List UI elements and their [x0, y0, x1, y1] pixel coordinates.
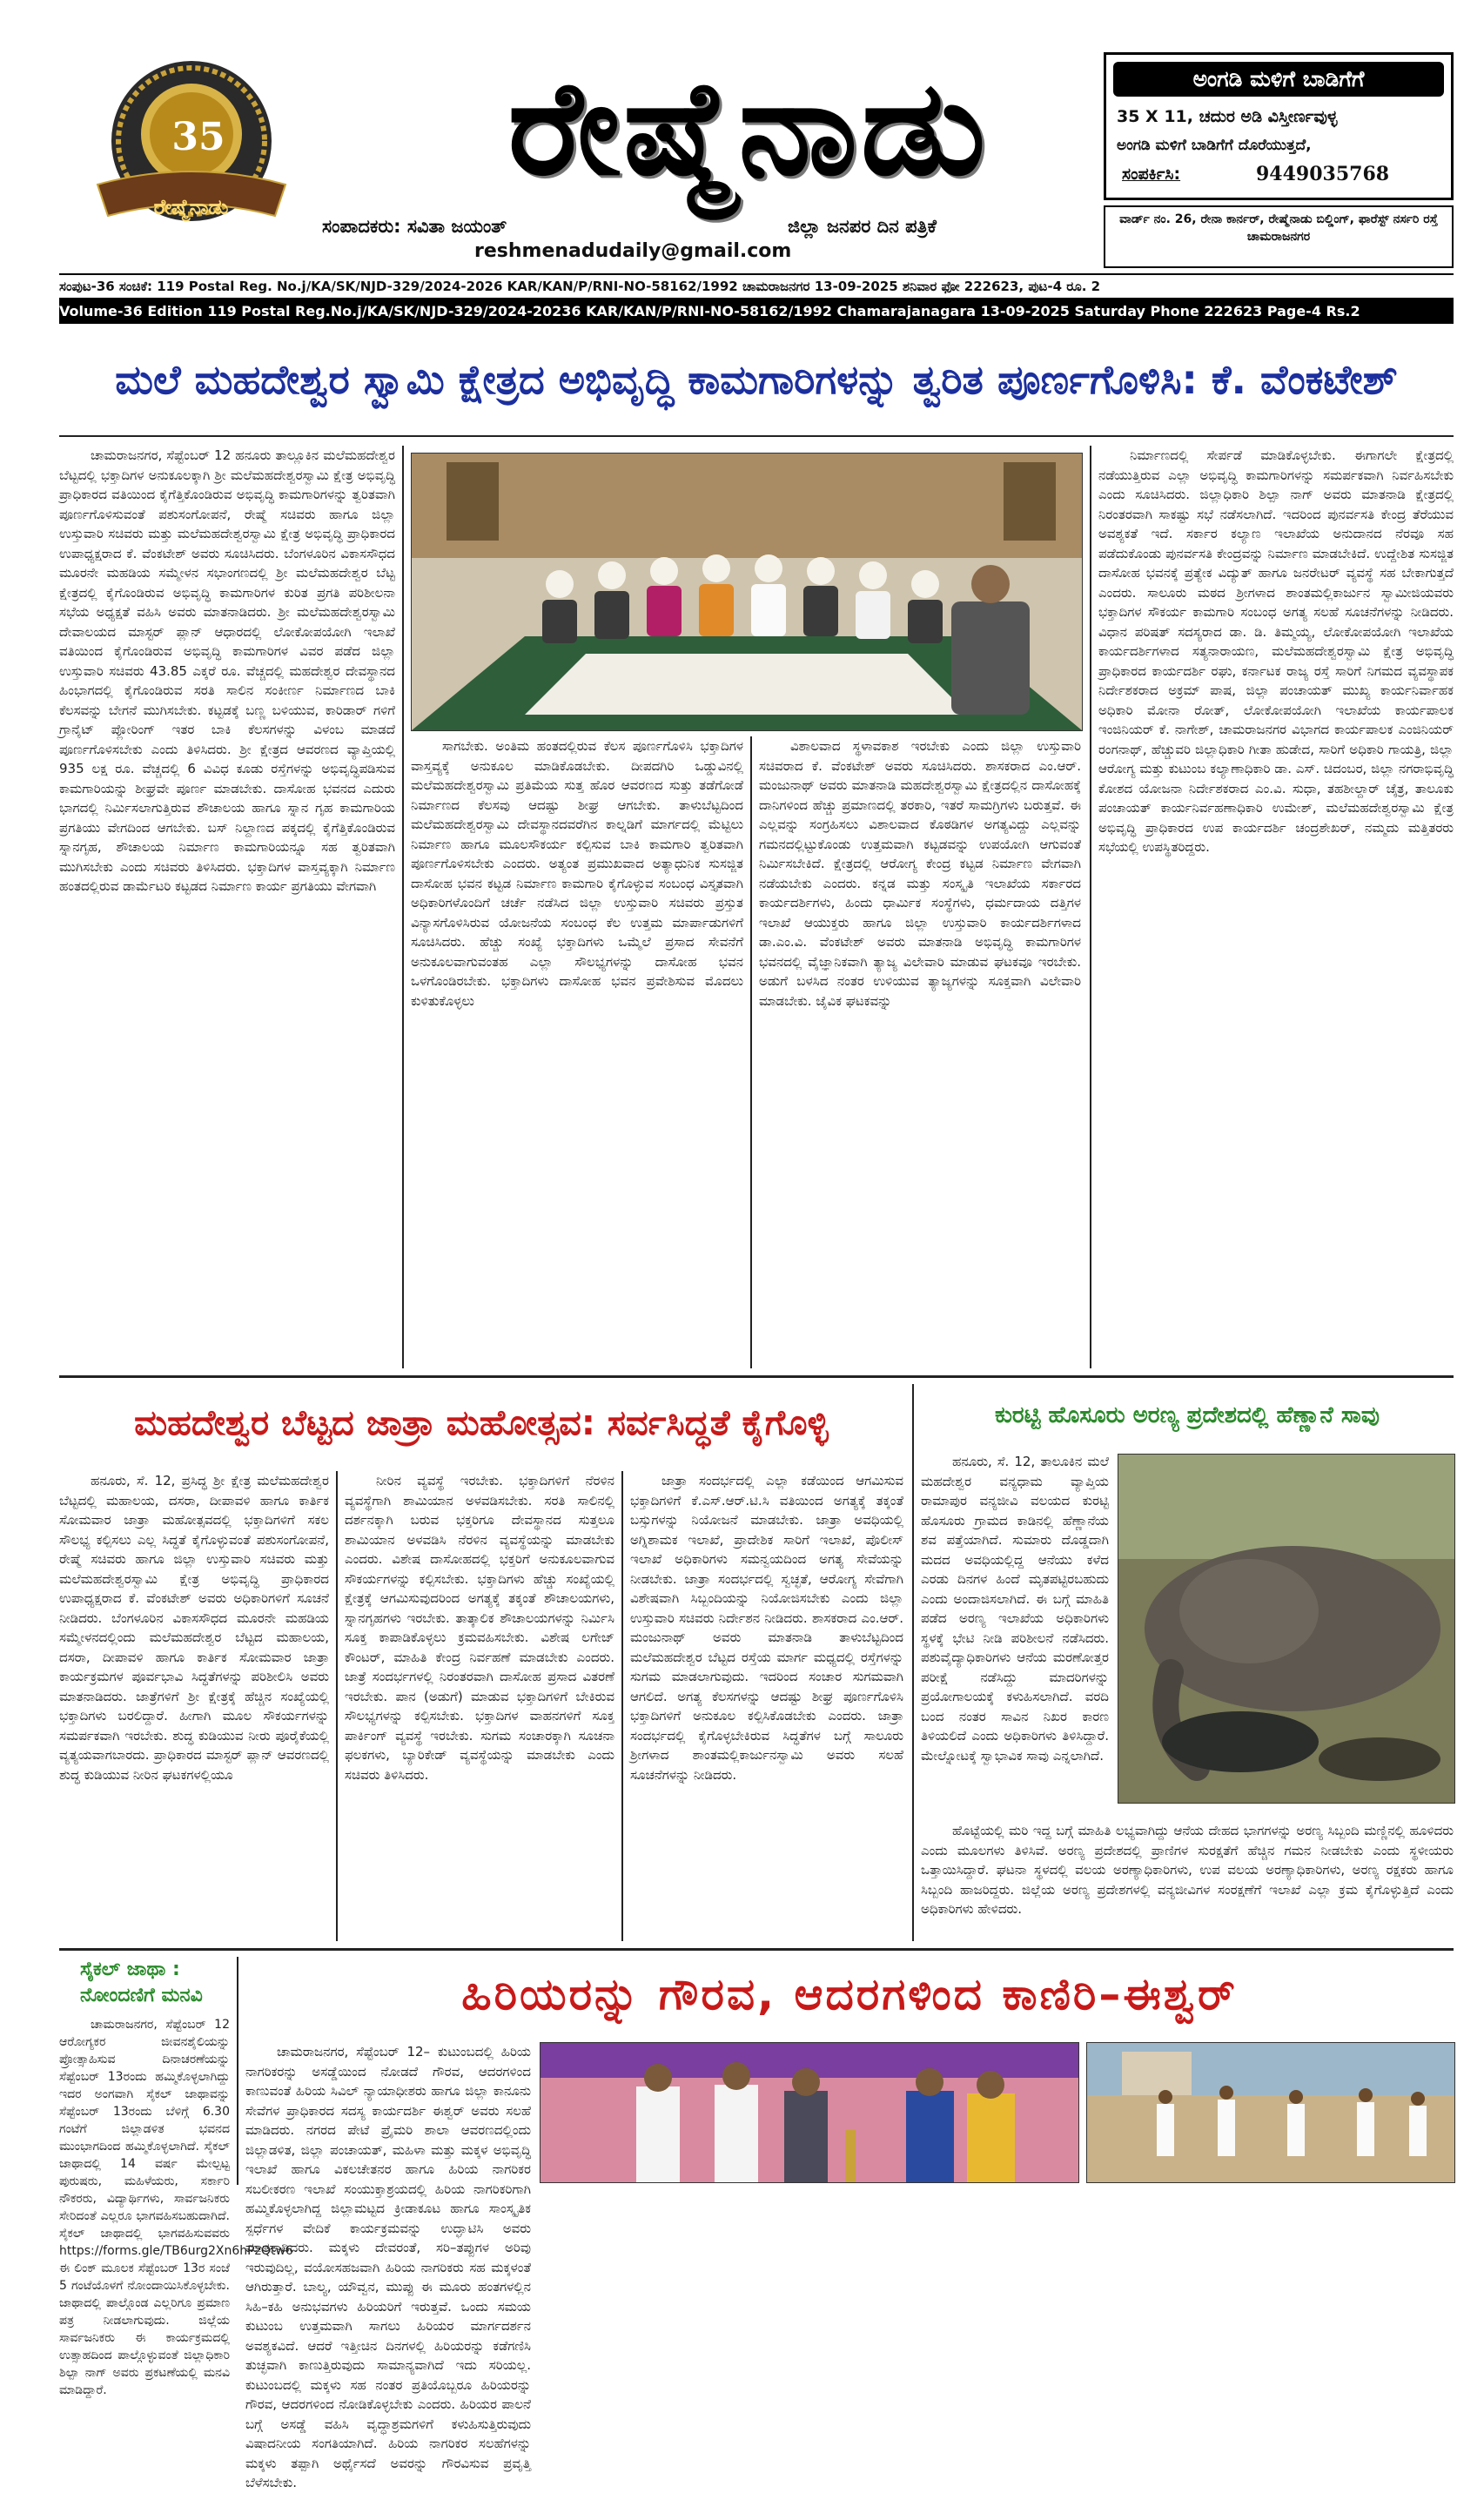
logo-text: ರೇಷ್ಮೆನಾಡು — [153, 195, 229, 219]
lead-divider-2 — [750, 736, 752, 1368]
issue-info-kannada: ಸಂಪುಟ-36 ಸಂಚಿಕೆ: 119 Postal Reg. No.j/KA/SK/NJD-329/2024-2026 KAR/KAN/P/RNI-NO-58162/1992 ಚಾಮರಾಜನಗರ 13-09-2025 ಶನಿವಾರ ಫೋ 222623, ಪುಟ-4 ರೂ. 2 — [59, 273, 1454, 299]
lead-col-3: ವಿಶಾಲವಾದ ಸ್ಥಳಾವಕಾಶ ಇರಬೇಕು ಎಂದು ಜಿಲ್ಲಾ ಉಸ್ತುವಾರಿ ಸಚಿವರಾದ ಕೆ. ವೆಂಕಟೇಶ್ ಅವರು ಸೂಚಿಸಿದರು. ಶಾಸಕರಾದ ಎಂ.ಆರ್. ಮಂಜುನಾಥ್ ಅವರು ಮಾತನಾಡಿ ಮಹದೇಶ್ವರಸ್ವಾಮಿ ಕ್ಷೇತ್ರದಲ್ಲಿನ ದಾಸೋಹಕ್ಕೆ ದಾನಿಗಳಿಂದ ಹೆಚ್ಚು ಪ್ರಮಾಣದಲ್ಲಿ ತರಕಾರಿ, ಇತರೆ ಸಾಮಗ್ರಿಗಳು ಬರುತ್ತವೆ. ಈ ಎಲ್ಲವನ್ನು ಸಂಗ್ರಹಿಸಲು ವಿಶಾಲವಾದ ಕೊಠಡಿಗಳ ಅಗತ್ಯವಿದ್ದು ಎಲ್ಲವನ್ನು ಗಮನದಲ್ಲಿಟ್ಟುಕೊಂಡು ಉತ್ತಮವಾಗಿ ಕಟ್ಟಡವನ್ನು ಉಪಯೋಗಿ ಆಗುವಂತೆ ನಿರ್ಮಿಸಬೇಕಿದೆ. ಕ್ಷೇತ್ರದಲ್ಲಿ ಆರೋಗ್ಯ ಕೇಂದ್ರ ಕಟ್ಟಡ ನಿರ್ಮಾಣ ವೇಗವಾಗಿ ನಡೆಯಬೇಕು ಎಂದರು. ಕನ್ನಡ ಮತ್ತು ಸಂಸ್ಕೃತಿ ಇಲಾಖೆಯ ಸರ್ಕಾರದ ಕಾರ್ಯದರ್ಶಿಗಳು, ಹಿಂದು ಧಾರ್ಮಿಕ ಸಂಸ್ಥೆಗಳು, ಧರ್ಮದಾಯ ದತ್ತಿಗಳ ಇಲಾಖೆ ಆಯುಕ್ತರು ಹಾಗೂ ಜಿಲ್ಲಾ ಉಸ್ತುವಾರಿ ಕಾರ್ಯದರ್ಶಿಗಳಾದ ಡಾ.ಎಂ.ವಿ. ವೆಂಕಟೇಶ್ ಅವರು ಮಾತನಾಡಿ ಅಭಿವೃದ್ಧಿ ಕಾಮಗಾರಿಗಳ ಭವನದಲ್ಲಿ ವೈಜ್ಞಾನಿಕವಾಗಿ ತ್ಯಾಜ್ಯ ವಿಲೇವಾರಿ ಮಾಡುವ ಘಟಕವೂ ಇರಬೇಕು. ಅಡುಗೆ ಬಳಸಿದ ನಂತರ ಉಳಿಯುವ ತ್ಯಾಜ್ಯಗಳನ್ನು ಸೂಕ್ತವಾಗಿ ವಿಲೇವಾರಿ ಮಾಡಬೇಕು. ಜೈವಿಕ ಘಟಕವನ್ನು — [759, 738, 1081, 1009]
lamp-lighting-photo-icon — [541, 2043, 1078, 2182]
rent-ad-heading: ಅಂಗಡಿ ಮಳಿಗೆ ಬಾಡಿಗೆಗೆ — [1113, 62, 1444, 97]
cycle-kicker-2: ನೋಂದಣಿಗೆ ಮನವಿ — [80, 1985, 203, 2006]
lead-divider-1 — [402, 446, 404, 1368]
lead-col-4: ನಿರ್ಮಾಣದಲ್ಲಿ ಸೇರ್ಪಡೆ ಮಾಡಿಕೊಳ್ಳಬೇಕು. ಈಗಾಗಲೇ ಕ್ಷೇತ್ರದಲ್ಲಿ ನಡೆಯುತ್ತಿರುವ ಎಲ್ಲಾ ಅಭಿವೃದ್ಧಿ ಕಾಮಗಾರಿಗಳನ್ನು ಸಮರ್ಪಕವಾಗಿ ನಿರ್ವಹಿಸಬೇಕು ಎಂದು ಸೂಚಿಸಿದರು. ಜಿಲ್ಲಾಧಿಕಾರಿ ಶಿಲ್ಪಾ ನಾಗ್ ಅವರು ಮಾತನಾಡಿ ಕ್ಷೇತ್ರದಲ್ಲಿ ನಿರಂತರವಾಗಿ ಸಾಕಷ್ಟು ಸಭೆ ನಡೆಸಲಾಗಿದೆ. ಇದರಿಂದ ಪುನರ್ವಸತಿ ಕೇಂದ್ರ ತೆರೆಯುವ ಅವಶ್ಯಕತೆ ಇದೆ. ಸರ್ಕಾರ ಕಲ್ಯಾಣ ಇಲಾಖೆಯ ಅನುದಾನದ ನೆರವೂ ಸಹ ಪಡೆದುಕೊಂಡು ಪುನರ್ವಸತಿ ಕೇಂದ್ರವನ್ನು ನಿರ್ಮಾಣ ಮಾಡಬೇಕಿದೆ. ಉದ್ದೇಶಿತ ಸುಸಜ್ಜಿತ ದಾಸೋಹ ಭವನಕ್ಕೆ ಪ್ರತ್ಯೇಕ ವಿದ್ಯುತ್ ಹಾಗೂ ಜನರೇಟರ್ ವ್ಯವಸ್ಥೆ ಸಹ ಬೇಕಾಗುತ್ತದೆ ಎಂದರು. ಸಾಲೂರು ಮಠದ ಶ್ರೀಗಳಾದ ಶಾಂತಮಲ್ಲಿಕಾರ್ಜುನ ಸ್ವಾಮೀಜಿಯವರು ಭಕ್ತಾದಿಗಳ ಸೌಕರ್ಯ ಕಾಮಗಾರಿ ಸಂಬಂಧ ಅಗತ್ಯ ಸಲಹೆ ಸೂಚನೆಗಳನ್ನು ನೀಡಿದರು. ವಿಧಾನ ಪರಿಷತ್ ಸದಸ್ಯರಾದ ಡಾ. ಡಿ. ತಿಮ್ಮಯ್ಯ, ಲೋಕೋಪಯೋಗಿ ಇಲಾಖೆಯ ಕಾರ್ಯದರ್ಶಿಗಳಾದ ಸತ್ಯನಾರಾಯಣ, ಮಲೆಮಹದೇಶ್ವರಸ್ವಾಮಿ ಕ್ಷೇತ್ರ ಅಭಿವೃದ್ಧಿ ಪ್ರಾಧಿಕಾರದ ಕಾರ್ಯದರ್ಶಿ ರಘು, ಕರ್ನಾಟಕ ರಾಜ್ಯ ರಸ್ತೆ ಸಾರಿಗೆ ನಿಗಮದ ವ್ಯವಸ್ಥಾಪಕ ನಿರ್ದೇಶಕರಾದ ಅಕ್ರಮ್ ಪಾಷ, ಜಿಲ್ಲಾ ಪಂಚಾಯತ್ ಮುಖ್ಯ ಕಾರ್ಯನಿರ್ವಾಹಕ ಅಧಿಕಾರಿ ಮೋನಾ ರೋತ್, ಲೋಕೋಪಯೋಗಿ ಇಲಾಖೆಯ ಕಾರ್ಯಪಾಲಕ ಇಂಜಿನಿಯರ್ ಕೆ. ನಾಗೇಶ್, ಚಾಮರಾಜನಗರ ವಿಭಾಗದ ಕಾರ್ಯಪಾಲಕ ಎಂಜಿನಿಯರ್ ರಂಗನಾಥ್, ಹೆಚ್ಚುವರಿ ಜಿಲ್ಲಾಧಿಕಾರಿ ಗೀತಾ ಹುಡೇದ, ಸಾರಿಗೆ ಅಧಿಕಾರಿ ಗಾಯತ್ರಿ, ಜಿಲ್ಲಾ ಆರೋಗ್ಯ ಮತ್ತು ಕುಟುಂಬ ಕಲ್ಯಾಣಾಧಿಕಾರಿ ಡಾ. ಎಸ್. ಚಿದಂಬರ, ಜಿಲ್ಲಾ ನಗರಾಭಿವೃದ್ಧಿ ಕೋಶದ ಯೋಜನಾ ನಿರ್ದೇಶಕರಾದ ಎಂ.ವಿ. ಸುಧಾ, ತಹಶೀಲ್ದಾರ್ ಚೈತ್ರ, ತಾಲೂಕು ಪಂಚಾಯತ್ ಕಾರ್ಯನಿರ್ವಹಣಾಧಿಕಾರಿ ಉಮೇಶ್, ಮಲೆಮಹದೇಶ್ವರಸ್ವಾಮಿ ಕ್ಷೇತ್ರ ಅಭಿವೃದ್ಧಿ ಪ್ರಾಧಿಕಾರದ ಉಪ ಕಾರ್ಯದರ್ಶಿ ಚಂದ್ರಶೇಖರ್, ನಮ್ಮದು ಮತ್ತಿತರರು ಸಭೆಯಲ್ಲಿ ಉಪಸ್ಥಿತರಿದ್ದರು. — [1098, 447, 1454, 855]
rent-ad-box — [1104, 52, 1454, 200]
jatre-divider-1 — [336, 1471, 338, 1941]
rent-ad-line2: ಅಂಗಡಿ ಮಳಿಗೆ ಬಾಡಿಗೆಗೆ ದೊರೆಯುತ್ತದೆ, — [1117, 137, 1312, 154]
lead-rule — [59, 435, 1454, 437]
lead-col-2: ಸಾಗಬೇಕು. ಅಂತಿಮ ಹಂತದಲ್ಲಿರುವ ಕೆಲಸ ಪೂರ್ಣಗೊಳಿಸಿ ಭಕ್ತಾದಿಗಳ ವಾಸ್ತವ್ಯಕ್ಕೆ ಅನುಕೂಲ ಮಾಡಿಕೊಡಬೇಕು. ದೀಪದಗಿರಿ ಒಡ್ಡುವಿನಲ್ಲಿ ಮಲೆಮಹದೇಶ್ವರಸ್ವಾಮಿ ಪ್ರತಿಮೆಯ ಸುತ್ತ ಹೊರ ಆವರಣದ ಸುತ್ತು ತಡೆಗೋಡೆ ನಿರ್ಮಾಣದ ಕೆಲಸವು ಆದಷ್ಟು ಶೀಘ್ರ ಆಗಬೇಕು. ತಾಳುಬೆಟ್ಟದಿಂದ ಮಲೆಮಹದೇಶ್ವರಸ್ವಾಮಿ ದೇವಸ್ಥಾನದವರೆಗಿನ ಕಾಲ್ನಡಿಗೆ ಮಾರ್ಗದಲ್ಲಿ ಮೆಟ್ಟಿಲು ನಿರ್ಮಾಣ ಹಾಗೂ ಮೂಲಸೌಕರ್ಯ ಕಲ್ಪಿಸುವ ಬಾಕಿ ಕಾಮಗಾರಿ ತ್ವರಿತವಾಗಿ ಪೂರ್ಣಗೊಳಿಸಬೇಕು ಎಂದರು. ಅತ್ಯಂತ ಪ್ರಮುಖವಾದ ಅತ್ಯಾಧುನಿಕ ಸುಸಜ್ಜಿತ ದಾಸೋಹ ಭವನ ಕಟ್ಟಡ ನಿರ್ಮಾಣ ಕಾಮಗಾರಿ ಕೈಗೊಳ್ಳುವ ಸಂಬಂಧ ವಿಸ್ತೃತವಾಗಿ ಅಧಿಕಾರಿಗಳೊಂದಿಗೆ ಚರ್ಚೆ ನಡೆಸಿದ ಜಿಲ್ಲಾ ಉಸ್ತುವಾರಿ ಸಚಿವರು ಪ್ರಸ್ತುತ ವಿನ್ಯಾಸಗೊಳಿಸಿರುವ ಯೋಜನೆಯ ಸಂಬಂಧ ಕೆಲ ಉತ್ತಮ ಮಾರ್ಪಾಡುಗಳಿಗೆ ಸೂಚಿಸಿದರು. ಹೆಚ್ಚು ಸಂಖ್ಯೆ ಭಕ್ತಾದಿಗಳು ಒಮ್ಮೆಲೆ ಪ್ರಸಾದ ಸೇವನೆಗೆ ಅನುಕೂಲವಾಗುವಂತಹ ಎಲ್ಲಾ ಸೌಲಭ್ಯಗಳನ್ನು ದಾಸೋಹ ಭವನ ಒಳಗೊಂಡಿರಬೇಕು. ಭಕ್ತಾದಿಗಳು ದಾಸೋಹ ಭವನ ಪ್ರವೇಶಿಸುವ ಮೊದಲು ಕುಳಿತುಕೊಳ್ಳಲು — [411, 738, 743, 1009]
lamp-lighting-photo — [540, 2042, 1079, 2183]
elders-walk-photo-icon — [1087, 2043, 1454, 2182]
elders-headline: ಹಿರಿಯರನ್ನು ಗೌರವ, ಆದರಗಳಿಂದ ಕಾಣಿರಿ–ಈಶ್ವರ್ — [461, 1969, 1238, 2019]
issue-info-english: Volume-36 Edition 119 Postal Reg.No.j/KA/SK/NJD-329/2024-20236 KAR/KAN/P/RNI-NO-58162/1992 Chamarajanagara 13-09-2025 Saturday Phone 222623 Page-4 Rs.2 — [59, 299, 1454, 324]
email-link[interactable]: reshmenadudaily@gmail.com — [474, 240, 792, 262]
section-rule-2 — [59, 1948, 1454, 1951]
jatre-col-2: ನೀರಿನ ವ್ಯವಸ್ಥೆ ಇರಬೇಕು. ಭಕ್ತಾದಿಗಳಿಗೆ ನೆರಳಿನ ವ್ಯವಸ್ಥೆಗಾಗಿ ಶಾಮಿಯಾನ ಅಳವಡಿಸಬೇಕು. ಸರತಿ ಸಾಲಿನಲ್ಲಿ ದರ್ಶನಕ್ಕಾಗಿ ಬರುವ ಭಕ್ತರಿಗೂ ದೇವಸ್ಥಾನದ ಸುತ್ತಲೂ ಶಾಮಿಯಾನ ಅಳವಡಿಸಿ ನೆರಳಿನ ವ್ಯವಸ್ಥೆಯನ್ನು ಮಾಡಬೇಕು ಎಂದರು. ವಿಶೇಷ ದಾಸೋಹದಲ್ಲಿ ಭಕ್ತರಿಗೆ ಅನುಕೂಲವಾಗುವ ಸೌಕರ್ಯಗಳನ್ನು ಕಲ್ಪಿಸಬೇಕು. ಭಕ್ತಾದಿಗಳು ಹೆಚ್ಚು ಸಂಖ್ಯೆಯಲ್ಲಿ ಕ್ಷೇತ್ರಕ್ಕೆ ಆಗಮಿಸುವುದರಿಂದ ಅಗತ್ಯಕ್ಕೆ ತಕ್ಕಂತೆ ಶೌಚಾಲಯಗಳು, ಸ್ನಾನಗೃಹಗಳು ಇರಬೇಕು. ತಾತ್ಕಾಲಿಕ ಶೌಚಾಲಯಗಳನ್ನು ನಿರ್ಮಿಸಿ ಸೂಕ್ತ ಕಾಪಾಡಿಕೊಳ್ಳಲು ಕ್ರಮವಹಿಸಬೇಕು. ವಿಶೇಷ ಲಗೇಜ್ ಕೌಂಟರ್, ಮಾಹಿತಿ ಕೇಂದ್ರ ನಿರ್ವಹಣೆ ಮಾಡಬೇಕು ಎಂದರು. ಜಾತ್ರೆ ಸಂದರ್ಭಗಳಲ್ಲಿ ನಿರಂತರವಾಗಿ ದಾಸೋಹ ಪ್ರಸಾದ ವಿತರಣೆ ಇರಬೇಕು. ಪಾನ (ಅಡುಗೆ) ಮಾಡುವ ಭಕ್ತಾದಿಗಳಿಗೆ ಬೇಕಿರುವ ಸೌಲಭ್ಯಗಳನ್ನು ಕಲ್ಪಿಸಬೇಕು. ಭಕ್ತಾದಿಗಳ ವಾಹನಗಳಿಗೆ ಸೂಕ್ತ ಪಾರ್ಕಿಂಗ್ ವ್ಯವಸ್ಥೆ ಇರಬೇಕು. ಸುಗಮ ಸಂಚಾರಕ್ಕಾಗಿ ಸೂಚನಾ ಫಲಕಗಳು, ಬ್ಯಾರಿಕೇಡ್ ವ್ಯವಸ್ಥೆಯನ್ನು ಮಾಡಬೇಕು ಎಂದು ಸಚಿವರು ತಿಳಿಸಿದರು. — [345, 1473, 614, 1783]
elephant-photo — [1118, 1454, 1455, 1804]
cycle-rally-text: ಚಾಮರಾಜನಗರ, ಸೆಪ್ಟೆಂಬರ್ 12 ಆರೋಗ್ಯಕರ ಜೀವನಶೈಲಿಯನ್ನು ಪ್ರೋತ್ಸಾಹಿಸುವ ದಿನಾಚರಣೆಯನ್ನು ಸೆಪ್ಟೆಂಬರ್ 13ರಂದು ಹಮ್ಮಿಕೊಳ್ಳಲಾಗಿದ್ದು ಇದರ ಅಂಗವಾಗಿ ಸೈಕಲ್ ಜಾಥಾವನ್ನು ಸೆಪ್ಟೆಂಬರ್ 13ರಂದು ಬೆಳಿಗ್ಗೆ 6.30 ಗಂಟೆಗೆ ಜಿಲ್ಲಾಡಳಿತ ಭವನದ ಮುಂಭಾಗದಿಂದ ಹಮ್ಮಿಕೊಳ್ಳಲಾಗಿದೆ. ಸೈಕಲ್ ಜಾಥಾದಲ್ಲಿ 14 ವರ್ಷ ಮೇಲ್ಪಟ್ಟ ಪುರುಷರು, ಮಹಿಳೆಯರು, ಸರ್ಕಾರಿ ನೌಕರರು, ವಿದ್ಯಾರ್ಥಿಗಳು, ಸಾರ್ವಜನಿಕರು ಸೇರಿದಂತೆ ಎಲ್ಲರೂ ಭಾಗವಹಿಸಬಹುದಾಗಿದೆ. ಸೈಕಲ್ ಜಾಥಾದಲ್ಲಿ ಭಾಗವಹಿಸುವವರು https://forms.gle/TB6urg2Xn6hPzQtw6 ಈ ಲಿಂಕ್ ಮೂಲಕ ಸೆಪ್ಟೆಂಬರ್ 13ರ ಸಂಜೆ 5 ಗಂಟೆಯೊಳಗೆ ನೋಂದಾಯಿಸಿಕೊಳ್ಳಬೇಕು. ಜಾಥಾದಲ್ಲಿ ಪಾಲ್ಗೊಂಡ ಎಲ್ಲರಿಗೂ ಪ್ರಮಾಣ ಪತ್ರ ನೀಡಲಾಗುವುದು. ಜಿಲ್ಲೆಯ ಸಾರ್ವಜನಿಕರು ಈ ಕಾರ್ಯಕ್ರಮದಲ್ಲಿ ಉತ್ಸಾಹದಿಂದ ಪಾಲ್ಗೊಳ್ಳುವಂತೆ ಜಿಲ್ಲಾಧಿಕಾರಿ ಶಿಲ್ಪಾ ನಾಗ್ ಅವರು ಪ್ರಕಟಣೆಯಲ್ಲಿ ಮನವಿ ಮಾಡಿದ್ದಾರೆ. — [59, 2018, 293, 2397]
office-address: ವಾರ್ಡ್ ನಂ. 26, ರೇನಾ ಕಾರ್ನರ್, ರೇಷ್ಮೆನಾಡು ಬಿಲ್ಡಿಂಗ್, ಫಾರೆಸ್ಟ್ ನರ್ಸರಿ ರಸ್ತೆ ಚಾಮರಾಜನಗರ — [1104, 205, 1454, 268]
rent-ad-phone: 9449035768 — [1256, 163, 1390, 185]
elders-col-1: ಚಾಮರಾಜನಗರ, ಸೆಪ್ಟೆಂಬರ್ 12– ಕುಟುಂಬದಲ್ಲಿ ಹಿರಿಯ ನಾಗರಿಕರನ್ನು ಅಸಡ್ಡೆಯಿಂದ ನೋಡದೆ ಗೌರವ, ಆದರಗಳಿಂದ ಕಾಣುವಂತೆ ಹಿರಿಯ ಸಿವಿಲ್ ನ್ಯಾಯಾಧೀಶರು ಹಾಗೂ ಜಿಲ್ಲಾ ಕಾನೂನು ಸೇವೆಗಳ ಪ್ರಾಧಿಕಾರದ ಸದಸ್ಯ ಕಾರ್ಯದರ್ಶಿ ಈಶ್ವರ್ ಅವರು ಸಲಹೆ ಮಾಡಿದರು. ನಗರದ ಪೇಟೆ ಪ್ರೈಮರಿ ಶಾಲಾ ಆವರಣದಲ್ಲಿಂದು ಜಿಲ್ಲಾಡಳಿತ, ಜಿಲ್ಲಾ ಪಂಚಾಯತ್, ಮಹಿಳಾ ಮತ್ತು ಮಕ್ಕಳ ಅಭಿವೃದ್ಧಿ ಇಲಾಖೆ ಹಾಗೂ ವಿಕಲಚೇತನರ ಹಾಗೂ ಹಿರಿಯ ನಾಗರಿಕರ ಸಬಲೀಕರಣ ಇಲಾಖೆ ಸಂಯುಕ್ತಾಶ್ರಯದಲ್ಲಿ ಹಿರಿಯ ನಾಗರಿಕರಿಗಾಗಿ ಹಮ್ಮಿಕೊಳ್ಳಲಾಗಿದ್ದ ಜಿಲ್ಲಾಮಟ್ಟದ ಕ್ರೀಡಾಕೂಟ ಹಾಗೂ ಸಾಂಸ್ಕೃತಿಕ ಸ್ಪರ್ಧೆಗಳ ವೇದಿಕೆ ಕಾರ್ಯಕ್ರಮವನ್ನು ಉದ್ಘಾಟಿಸಿ ಅವರು ಮಾತನಾಡಿದರು. ಮಕ್ಕಳು ದೇವರಂತೆ, ಸರಿ–ತಪ್ಪುಗಳ ಅರಿವು ಇರುವುದಿಲ್ಲ, ವಯೋಸಹಜವಾಗಿ ಹಿರಿಯ ನಾಗರಿಕರು ಸಹ ಮಕ್ಕಳಂತೆ ಆಗಿರುತ್ತಾರೆ. ಬಾಲ್ಯ, ಯೌವ್ವನ, ಮುಪ್ಪು ಈ ಮೂರು ಹಂತಗಳಲ್ಲಿನ ಸಿಹಿ–ಕಹಿ ಅನುಭವಗಳು ಹಿರಿಯರಿಗೆ ಇರುತ್ತವೆ. ಒಂದು ಸಮಯ ಕುಟುಂಬ ಉತ್ತಮವಾಗಿ ಸಾಗಲು ಹಿರಿಯರ ಮಾರ್ಗದರ್ಶನ ಅವಶ್ಯಕವಿದೆ. ಆದರೆ ಇತ್ತೀಚಿನ ದಿನಗಳಲ್ಲಿ ಹಿರಿಯರನ್ನು ಕಡೆಗಣಿಸಿ ತುಚ್ಛವಾಗಿ ಕಾಣುತ್ತಿರುವುದು ಸಾಮಾನ್ಯವಾಗಿದೆ ಇದು ಸರಿಯಲ್ಲ. ಕುಟುಂಬದಲ್ಲಿ ಮಕ್ಕಳು ಸಹ ನಂತರ ಪ್ರತಿಯೊಬ್ಬರೂ ಹಿರಿಯರನ್ನು ಗೌರವ, ಆದರಗಳಿಂದ ನೋಡಿಕೊಳ್ಳಬೇಕು ಎಂದರು. ಹಿರಿಯರ ಪಾಲನೆ ಬಗ್ಗೆ ಅಸಡ್ಡೆ ವಹಿಸಿ ವೃದ್ಧಾಶ್ರಮಗಳಿಗೆ ಕಳುಹಿಸುತ್ತಿರುವುದು ವಿಷಾದನೀಯ ಸಂಗತಿಯಾಗಿದೆ. ಹಿರಿಯ ನಾಗರಿಕರ ಸಲಹೆಗಳನ್ನು ಮಕ್ಕಳು ತಪ್ಪಾಗಿ ಅರ್ಥೈಸದೆ ಅವರನ್ನು ಗೌರವಿಸುವ ಪ್ರವೃತ್ತಿ ಬೆಳೆಸಬೇಕು. — [245, 2044, 531, 2490]
rent-ad-line1: 35 X 11, ಚದುರ ಅಡಿ ವಿಸ್ತೀರ್ಣವುಳ್ಳ — [1117, 107, 1338, 126]
meeting-photo-icon — [412, 454, 1082, 730]
jatre-divider-2 — [621, 1471, 623, 1941]
elephant-text-bottom: ಹೊಟ್ಟೆಯಲ್ಲಿ ಮರಿ ಇದ್ದ ಬಗ್ಗೆ ಮಾಹಿತಿ ಲಭ್ಯವಾಗಿದ್ದು ಆನೆಯ ದೇಹದ ಭಾಗಗಳನ್ನು ಅರಣ್ಯ ಸಿಬ್ಬಂದಿ ಮಣ್ಣಿನಲ್ಲಿ ಹೂಳಿದರು ಎಂದು ಮೂಲಗಳು ತಿಳಿಸಿವೆ. ಅರಣ್ಯ ಪ್ರದೇಶದಲ್ಲಿ ಪ್ರಾಣಿಗಳ ಸುರಕ್ಷತೆಗೆ ಹೆಚ್ಚಿನ ಗಮನ ನೀಡಬೇಕು ಎಂದು ಸ್ಥಳೀಯರು ಒತ್ತಾಯಿಸಿದ್ದಾರೆ. ಘಟನಾ ಸ್ಥಳದಲ್ಲಿ ವಲಯ ಅರಣ್ಯಾಧಿಕಾರಿಗಳು, ಉಪ ವಲಯ ಅರಣ್ಯಾಧಿಕಾರಿಗಳು, ಅರಣ್ಯ ರಕ್ಷಕರು ಹಾಗೂ ಸಿಬ್ಬಂದಿ ಹಾಜರಿದ್ದರು. ಜಿಲ್ಲೆಯ ಅರಣ್ಯ ಪ್ರದೇಶಗಳಲ್ಲಿ ವನ್ಯಜೀವಿಗಳ ಸಂರಕ್ಷಣೆಗೆ ಇಲಾಖೆ ಎಲ್ಲಾ ಕ್ರಮ ಕೈಗೊಳ್ಳುತ್ತಿದೆ ಎಂದು ಅಧಿಕಾರಿಗಳು ಹೇಳಿದರು. — [921, 1823, 1454, 1917]
logo-year: 35 — [171, 115, 225, 159]
tagline: ಜಿಲ್ಲಾ ಜನಪರ ದಿನ ಪತ್ರಿಕೆ — [788, 216, 937, 237]
editor-line: ಸಂಪಾದಕರು: ಸವಿತಾ ಜಯಂತ್ — [322, 216, 507, 237]
elephant-headline: ಕುರಟ್ಟಿ ಹೊಸೂರು ಅರಣ್ಯ ಪ್ರದೇಶದಲ್ಲಿ ಹೆಣ್ಣಾನೆ ಸಾವು — [994, 1402, 1380, 1428]
jatre-col-3: ಜಾತ್ರಾ ಸಂದರ್ಭದಲ್ಲಿ ಎಲ್ಲಾ ಕಡೆಯಿಂದ ಆಗಮಿಸುವ ಭಕ್ತಾದಿಗಳಿಗೆ ಕೆ.ಎಸ್.ಆರ್.ಟಿ.ಸಿ ವತಿಯಿಂದ ಅಗತ್ಯಕ್ಕೆ ತಕ್ಕಂತೆ ಬಸ್ಸುಗಳನ್ನು ನಿಯೋಜನೆ ಮಾಡಬೇಕು. ಜಾತ್ರಾ ಅವಧಿಯಲ್ಲಿ ಅಗ್ನಿಶಾಮಕ ಇಲಾಖೆ, ಪ್ರಾದೇಶಿಕ ಸಾರಿಗೆ ಇಲಾಖೆ, ಪೊಲೀಸ್ ಇಲಾಖೆ ಅಧಿಕಾರಿಗಳು ಸಮನ್ವಯದಿಂದ ಅಗತ್ಯ ಸೇವೆಯನ್ನು ನೀಡಬೇಕು. ಜಾತ್ರಾ ಸಂದರ್ಭದಲ್ಲಿ ಸ್ವಚ್ಛತೆ, ಆರೋಗ್ಯ ಸೇವೆಗಾಗಿ ವಿಶೇಷವಾಗಿ ಸಿಬ್ಬಂದಿಯನ್ನು ನಿಯೋಜಿಸಬೇಕು ಎಂದು ಜಿಲ್ಲಾ ಉಸ್ತುವಾರಿ ಸಚಿವರು ನಿರ್ದೇಶನ ನೀಡಿದರು. ಶಾಸಕರಾದ ಎಂ.ಆರ್. ಮಂಜುನಾಥ್ ಅವರು ಮಾತನಾಡಿ ತಾಳುಬೆಟ್ಟದಿಂದ ಮಲೆಮಹದೇಶ್ವರ ಬೆಟ್ಟದ ರಸ್ತೆಯ ಮಾರ್ಗ ಮಧ್ಯದಲ್ಲಿ ರಸ್ತೆಗಳನ್ನು ಸುಗಮ ಮಾಡಲಾಗುವುದು. ಇದರಿಂದ ಸಂಚಾರ ಸುಗಮವಾಗಿ ಆಗಲಿದೆ. ಅಗತ್ಯ ಕೆಲಸಗಳನ್ನು ಆದಷ್ಟು ಶೀಘ್ರ ಪೂರ್ಣಗೊಳಿಸಿ ಭಕ್ತಾದಿಗಳಿಗೆ ಅನುಕೂಲ ಕಲ್ಪಿಸಿಕೊಡಬೇಕು ಎಂದರು. ಜಾತ್ರಾ ಸಂದರ್ಭದಲ್ಲಿ ಕೈಗೊಳ್ಳಬೇಕಿರುವ ಸಿದ್ಧತೆಗಳ ಬಗ್ಗೆ ಸಾಲೂರು ಶ್ರೀಗಳಾದ ಶಾಂತಮಲ್ಲಿಕಾರ್ಜುನಸ್ವಾಮಿ ಅವರು ಸಲಹೆ ಸೂಚನೆಗಳನ್ನು ನೀಡಿದರು. — [630, 1473, 903, 1783]
elders-walk-photo — [1086, 2042, 1455, 2183]
dead-elephant-photo-icon — [1118, 1455, 1454, 1803]
lead-divider-3 — [1090, 446, 1091, 1368]
lead-col-1: ಚಾಮರಾಜನಗರ, ಸೆಪ್ಟೆಂಬರ್ 12 ಹನೂರು ತಾಲ್ಲೂಕಿನ ಮಲೆಮಹದೇಶ್ವರ ಬೆಟ್ಟದಲ್ಲಿ ಭಕ್ತಾದಿಗಳ ಅನುಕೂಲಕ್ಕಾಗಿ ಶ್ರೀ ಮಲೆಮಹದೇಶ್ವರಸ್ವಾಮಿ ಕ್ಷೇತ್ರ ಅಭಿವೃದ್ಧಿ ಪ್ರಾಧಿಕಾರದ ವತಿಯಿಂದ ಕೈಗೆತ್ತಿಕೊಂಡಿರುವ ಅಭಿವೃದ್ಧಿ ಕಾಮಗಾರಿಗಳನ್ನು ತ್ವರಿತವಾಗಿ ಪೂರ್ಣಗೊಳಿಸುವಂತೆ ಪಶುಸಂಗೋಪನೆ, ರೇಷ್ಮೆ ಸಚಿವರು ಹಾಗೂ ಜಿಲ್ಲಾ ಉಸ್ತುವಾರಿ ಸಚಿವರು ಮತ್ತು ಮಲೆಮಹದೇಶ್ವರಸ್ವಾಮಿ ಕ್ಷೇತ್ರ ಅಭಿವೃದ್ಧಿ ಪ್ರಾಧಿಕಾರದ ಉಪಾಧ್ಯಕ್ಷರಾದ ಕೆ. ವೆಂಕಟೇಶ್ ಅವರು ಸೂಚಿಸಿದರು. ಬೆಂಗಳೂರಿನ ವಿಕಾಸಸೌಧದ ಮೂರನೇ ಮಹಡಿಯ ಸಮ್ಮೇಳನ ಸಭಾಂಗಣದಲ್ಲಿ ಶ್ರೀ ಮಲೆಮಹದೇಶ್ವರ ಬೆಟ್ಟ ಕ್ಷೇತ್ರದಲ್ಲಿ ಕೈಗೊಂಡಿರುವ ಅಭಿವೃದ್ಧಿ ಕಾಮಗಾರಿಗಳ ಕುರಿತ ಪ್ರಗತಿ ಪರಿಶೀಲನಾ ಸಭೆಯ ಅಧ್ಯಕ್ಷತೆ ವಹಿಸಿ ಅವರು ಮಾತನಾಡಿದರು. ಶ್ರೀ ಮಲೆಮಹದೇಶ್ವರಸ್ವಾಮಿ ದೇವಾಲಯದ ಮಾಸ್ಟರ್ ಪ್ಲಾನ್ ಆಧಾರದಲ್ಲಿ ಲೋಕೋಪಯೋಗಿ ಇಲಾಖೆ ವತಿಯಿಂದ ಕೈಗೊಂಡಿರುವ ಅಭಿವೃದ್ಧಿ ಕಾಮಗಾರಿಗಳ ವಿವರ ಪಡೆದ ಜಿಲ್ಲಾ ಉಸ್ತುವಾರಿ ಸಚಿವರು 43.85 ಎಕ್ಕರೆ ರೂ. ವೆಚ್ಚದಲ್ಲಿ ಮಹದೇಶ್ವರ ದೇವಸ್ಥಾನದ ಹಿಂಭಾಗದಲ್ಲಿ ಕೈಗೊಂಡಿರುವ ಸರತಿ ಸಾಲಿನ ಸಂಕೀರ್ಣ ನಿರ್ಮಾಣದ ಬಾಕಿ ಕೆಲಸವನ್ನು ಬೇಗನೆ ಮುಗಿಸಬೇಕು. ಕಟ್ಟಡಕ್ಕೆ ಬಣ್ಣ ಬಳಿಯುವ, ಕಾರಿಡಾರ್ ಗಳಿಗೆ ಗ್ರಾನೈಟ್ ಪ್ಲೋರಿಂಗ್ ಇತರ ಬಾಕಿ ಕೆಲಸಗಳನ್ನು ವಿಳಂಬ ಮಾಡದೆ ಪೂರ್ಣಗೊಳಿಸಬೇಕು ಎಂದು ತಿಳಿಸಿದರು. ಶ್ರೀ ಕ್ಷೇತ್ರದ ಆವರಣದ ವ್ಯಾಪ್ತಿಯಲ್ಲಿ 935 ಲಕ್ಷ ರೂ. ವೆಚ್ಚದಲ್ಲಿ 6 ವಿವಿಧ ಕೂಡು ರಸ್ತೆಗಳನ್ನು ಅಭಿವೃದ್ಧಿಪಡಿಸುವ ಕಾಮಗಾರಿಯನ್ನು ಶೀಘ್ರವೇ ಪೂರ್ಣ ಮಾಡಬೇಕು. ದಾಸೋಹ ಭವನದ ಎದುರು ಭಾಗದಲ್ಲಿ ನಿರ್ಮಿಸಲಾಗುತ್ತಿರುವ ಶೌಚಾಲಯ ಹಾಗೂ ಸ್ನಾನ ಗೃಹ ಕಾಮಗಾರಿಯ ಪ್ರಗತಿಯು ವೇಗದಿಂದ ಆಗಬೇಕು. ಬಸ್ ನಿಲ್ದಾಣದ ಪಕ್ಕದಲ್ಲಿ ಕೈಗೆತ್ತಿಕೊಂಡಿರುವ ಸ್ನಾನಗೃಹ, ಶೌಚಾಲಯ ನಿರ್ಮಾಣ ಕಾಮಗಾರಿಯನ್ನೂ ಸಹ ತ್ವರಿತವಾಗಿ ಮುಗಿಸಬೇಕು ಎಂದು ಸಚಿವರು ತಿಳಿಸಿದರು. ಭಕ್ತಾದಿಗಳ ವಾಸ್ತವ್ಯಕ್ಕಾಗಿ ನಿರ್ಮಾಣ ಹಂತದಲ್ಲಿರುವ ಡಾರ್ಮೆಟರಿ ಕಟ್ಟಡದ ನಿರ್ಮಾಣ ಕಾರ್ಯ ಪ್ರಗತಿಯು ವೇಗವಾಗಿ — [59, 447, 395, 894]
newspaper-title: ರೇಷ್ಮೆನಾಡು — [507, 51, 990, 205]
jatre-col-1: ಹನೂರು, ಸೆ. 12, ಪ್ರಸಿದ್ಧ ಶ್ರೀ ಕ್ಷೇತ್ರ ಮಲೆಮಹದೇಶ್ವರ ಬೆಟ್ಟದಲ್ಲಿ ಮಹಾಲಯ, ದಸರಾ, ದೀಪಾವಳಿ ಹಾಗೂ ಕಾರ್ತಿಕ ಸೋಮವಾರ ಜಾತ್ರಾ ಮಹೋತ್ಸವದಲ್ಲಿ ಭಕ್ತಾದಿಗಳಿಗೆ ಸಕಲ ಸೌಲಭ್ಯ ಕಲ್ಪಿಸಲು ಎಲ್ಲ ಸಿದ್ಧತೆ ಕೈಗೊಳ್ಳುವಂತೆ ಪಶುಸಂಗೋಪನೆ, ರೇಷ್ಮೆ ಸಚಿವರು ಹಾಗೂ ಜಿಲ್ಲಾ ಉಸ್ತುವಾರಿ ಸಚಿವರು ಮತ್ತು ಮಲೆಮಹದೇಶ್ವರಸ್ವಾಮಿ ಕ್ಷೇತ್ರ ಅಭಿವೃದ್ಧಿ ಪ್ರಾಧಿಕಾರದ ಉಪಾಧ್ಯಕ್ಷರಾದ ಕೆ. ವೆಂಕಟೇಶ್ ಅವರು ಅಧಿಕಾರಿಗಳಿಗೆ ಸೂಚನೆ ನೀಡಿದರು. ಬೆಂಗಳೂರಿನ ವಿಕಾಸಸೌಧದ ಮೂರನೇ ಮಹಡಿಯ ಸಮ್ಮೇಳನದಲ್ಲಿಂದು ಮಲೆಮಹದೇಶ್ವರ ಬೆಟ್ಟದ ಮಹಾಲಯ, ದಸರಾ, ದೀಪಾವಳಿ ಹಾಗೂ ಕಾರ್ತಿಕ ಸೋಮವಾರ ಜಾತ್ರಾ ಕಾರ್ಯಕ್ರಮಗಳ ಪೂರ್ವಭಾವಿ ಸಿದ್ಧತೆಗಳನ್ನು ಪರಿಶೀಲಿಸಿ ಅವರು ಮಾತನಾಡಿದರು. ಜಾತ್ರೆಗಳಿಗೆ ಶ್ರೀ ಕ್ಷೇತ್ರಕ್ಕೆ ಹೆಚ್ಚಿನ ಸಂಖ್ಯೆಯಲ್ಲಿ ಭಕ್ತಾದಿಗಳು ಬರಲಿದ್ದಾರೆ. ಹೀಗಾಗಿ ಮೂಲ ಸೌಕರ್ಯಗಳನ್ನು ಸಮರ್ಪಕವಾಗಿ ಇರಬೇಕು. ಶುದ್ಧ ಕುಡಿಯುವ ನೀರು ಪೂರೈಕೆಯಲ್ಲಿ ವ್ಯತ್ಯಯವಾಗಬಾರದು. ಪ್ರಾಧಿಕಾರದ ಮಾಸ್ಟರ್ ಪ್ಲಾನ್ ಆವರಣದಲ್ಲಿ ಶುದ್ಧ ಕುಡಿಯುವ ನೀರಿನ ಘಟಕಗಳಲ್ಲಿಯೂ — [59, 1473, 329, 1783]
jatre-headline: ಮಹದೇಶ್ವರ ಬೆಟ್ಟದ ಜಾತ್ರಾ ಮಹೋತ್ಸವ: ಸರ್ವಸಿದ್ಧತೆ ಕೈಗೊಳ್ಳಿ — [134, 1403, 829, 1443]
section-rule-1 — [59, 1375, 1454, 1378]
meeting-photo — [411, 453, 1083, 731]
story2-story3-divider — [912, 1384, 914, 1941]
lead-headline: ಮಲೆ ಮಹದೇಶ್ವರ ಸ್ವಾಮಿ ಕ್ಷೇತ್ರದ ಅಭಿವೃದ್ಧಿ ಕಾಮಗಾರಿಗಳನ್ನು ತ್ವರಿತ ಪೂರ್ಣಗೊಳಿಸಿ: ಕೆ. ವೆಂಕಟೇಶ್ — [115, 356, 1398, 403]
elephant-text-top: ಹನೂರು, ಸೆ. 12, ತಾಲೂಕಿನ ಮಲೆ ಮಹದೇಶ್ವರ ವನ್ಯಧಾಮ ವ್ಯಾಪ್ತಿಯ ರಾಮಾಪುರ ವನ್ಯಜೀವಿ ವಲಯದ ಕುರಟ್ಟಿ ಹೊಸೂರು ಗ್ರಾಮದ ಕಾಡಿನಲ್ಲಿ ಹೆಣ್ಣಾನೆಯ ಶವ ಪತ್ತೆಯಾಗಿದೆ. ಸುಮಾರು ದೊಡ್ಡದಾಗಿ ಮದದ ಅವಧಿಯಲ್ಲಿದ್ದ ಆನೆಯು ಕಳೆದ ಎರಡು ದಿನಗಳ ಹಿಂದೆ ಮೃತಪಟ್ಟಿರಬಹುದು ಎಂದು ಅಂದಾಜಿಸಲಾಗಿದೆ. ಈ ಬಗ್ಗೆ ಮಾಹಿತಿ ಪಡೆದ ಅರಣ್ಯ ಇಲಾಖೆಯ ಅಧಿಕಾರಿಗಳು ಸ್ಥಳಕ್ಕೆ ಭೇಟಿ ನೀಡಿ ಪರಿಶೀಲನೆ ನಡೆಸಿದರು. ಪಶುವೈದ್ಯಾಧಿಕಾರಿಗಳು ಆನೆಯ ಮರಣೋತ್ತರ ಪರೀಕ್ಷೆ ನಡೆಸಿದ್ದು ಮಾದರಿಗಳನ್ನು ಪ್ರಯೋಗಾಲಯಕ್ಕೆ ಕಳುಹಿಸಲಾಗಿದೆ. ವರದಿ ಬಂದ ನಂತರ ಸಾವಿನ ನಿಖರ ಕಾರಣ ತಿಳಿಯಲಿದೆ ಎಂದು ಅಧಿಕಾರಿಗಳು ತಿಳಿಸಿದ್ದಾರೆ. ಮೇಲ್ನೋಟಕ್ಕೆ ಸ್ವಾಭಾವಿಕ ಸಾವು ಎನ್ನಲಾಗಿದೆ. — [921, 1454, 1109, 1764]
sidebar-divider — [237, 1957, 238, 2185]
rent-ad-contact-label: ಸಂಪರ್ಕಿಸಿ: — [1122, 165, 1181, 184]
cycle-kicker-1: ಸೈಕಲ್ ಜಾಥಾ : — [80, 1959, 180, 1980]
